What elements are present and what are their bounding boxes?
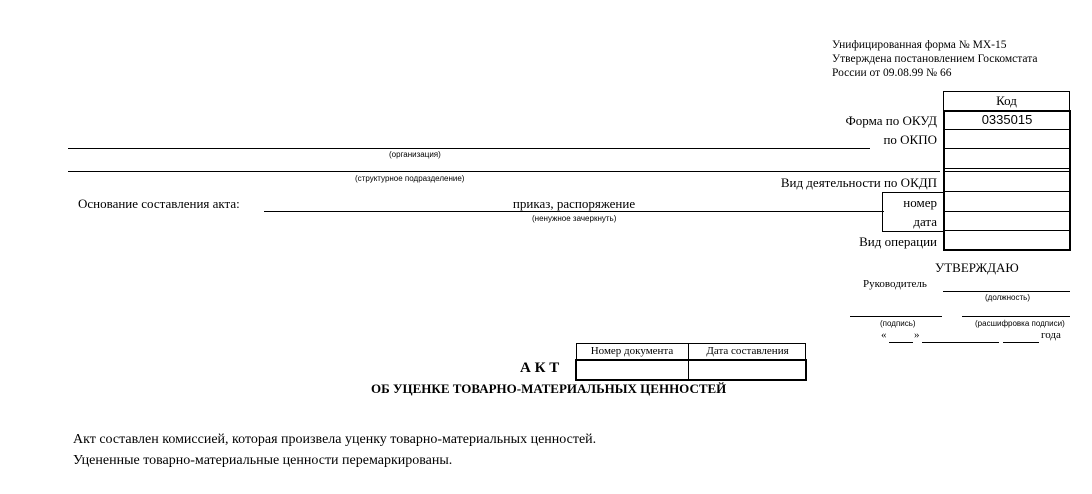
- basis-value[interactable]: приказ, распоряжение: [512, 196, 636, 211]
- position-line[interactable]: [943, 291, 1070, 292]
- okud-code-cell[interactable]: 0335015: [945, 112, 1069, 130]
- subdivision-caption: (структурное подразделение): [355, 174, 465, 183]
- okdp-label: Вид деятельности по ОКДП: [780, 175, 937, 190]
- doc-number-header: Номер документа: [590, 345, 674, 357]
- date-open-quote: «: [881, 329, 887, 341]
- approval-year-line[interactable]: [1003, 342, 1039, 343]
- year-label: года: [1041, 329, 1061, 341]
- code-cell-blank-1[interactable]: [945, 149, 1069, 169]
- doc-date-header: Дата составления: [706, 345, 789, 357]
- approval-month-line[interactable]: [922, 342, 999, 343]
- approval-title: УТВЕРЖДАЮ: [935, 260, 1019, 275]
- form-header-line2: Утверждена постановлением Госкомстата: [832, 53, 1038, 65]
- act-title: А К Т: [520, 360, 560, 376]
- decoding-line[interactable]: [962, 316, 1070, 317]
- approval-day-line[interactable]: [889, 342, 913, 343]
- organization-caption: (организация): [389, 150, 441, 159]
- form-header-line1: Унифицированная форма № МХ-15: [832, 39, 1007, 51]
- date-label: дата: [913, 214, 937, 229]
- basis-caption: (ненужное зачеркнуть): [532, 214, 617, 223]
- number-label: номер: [903, 195, 937, 210]
- form-header-line3: России от 09.08.99 № 66: [832, 67, 952, 79]
- decoding-caption: (расшифровка подписи): [975, 319, 1065, 328]
- basis-number-cell[interactable]: [945, 192, 1069, 212]
- organization-line[interactable]: [68, 148, 870, 149]
- okdp-code-cell[interactable]: [945, 172, 1069, 192]
- body-line-1: Акт составлен комиссией, которая произвела уценку товарно-материальных ценностей.: [73, 432, 597, 447]
- okpo-code-cell[interactable]: [945, 130, 1069, 149]
- basis-date-cell[interactable]: [945, 212, 1069, 231]
- date-close-quote: »: [914, 329, 920, 341]
- act-subtitle: ОБ УЦЕНКЕ ТОВАРНО-МАТЕРИАЛЬНЫХ ЦЕННОСТЕЙ: [371, 381, 727, 396]
- head-label: Руководитель: [863, 278, 927, 290]
- doc-table-values: [575, 359, 807, 381]
- position-caption: (должность): [985, 293, 1030, 302]
- basis-line: [264, 211, 884, 212]
- signature-line[interactable]: [850, 316, 942, 317]
- basis-label: Основание составления акта:: [78, 196, 240, 211]
- operation-code-cell[interactable]: [945, 231, 1069, 249]
- signature-caption: (подпись): [880, 319, 916, 328]
- operation-label: Вид операции: [859, 234, 937, 249]
- codes-column-title: Код: [943, 91, 1070, 110]
- form-header: [832, 38, 1038, 80]
- okud-label: Форма по ОКУД: [845, 113, 937, 128]
- okpo-label: по ОКПО: [883, 132, 937, 147]
- body-line-2: Уцененные товарно-материальные ценности перемаркированы.: [73, 453, 453, 468]
- subdivision-line[interactable]: [68, 171, 940, 172]
